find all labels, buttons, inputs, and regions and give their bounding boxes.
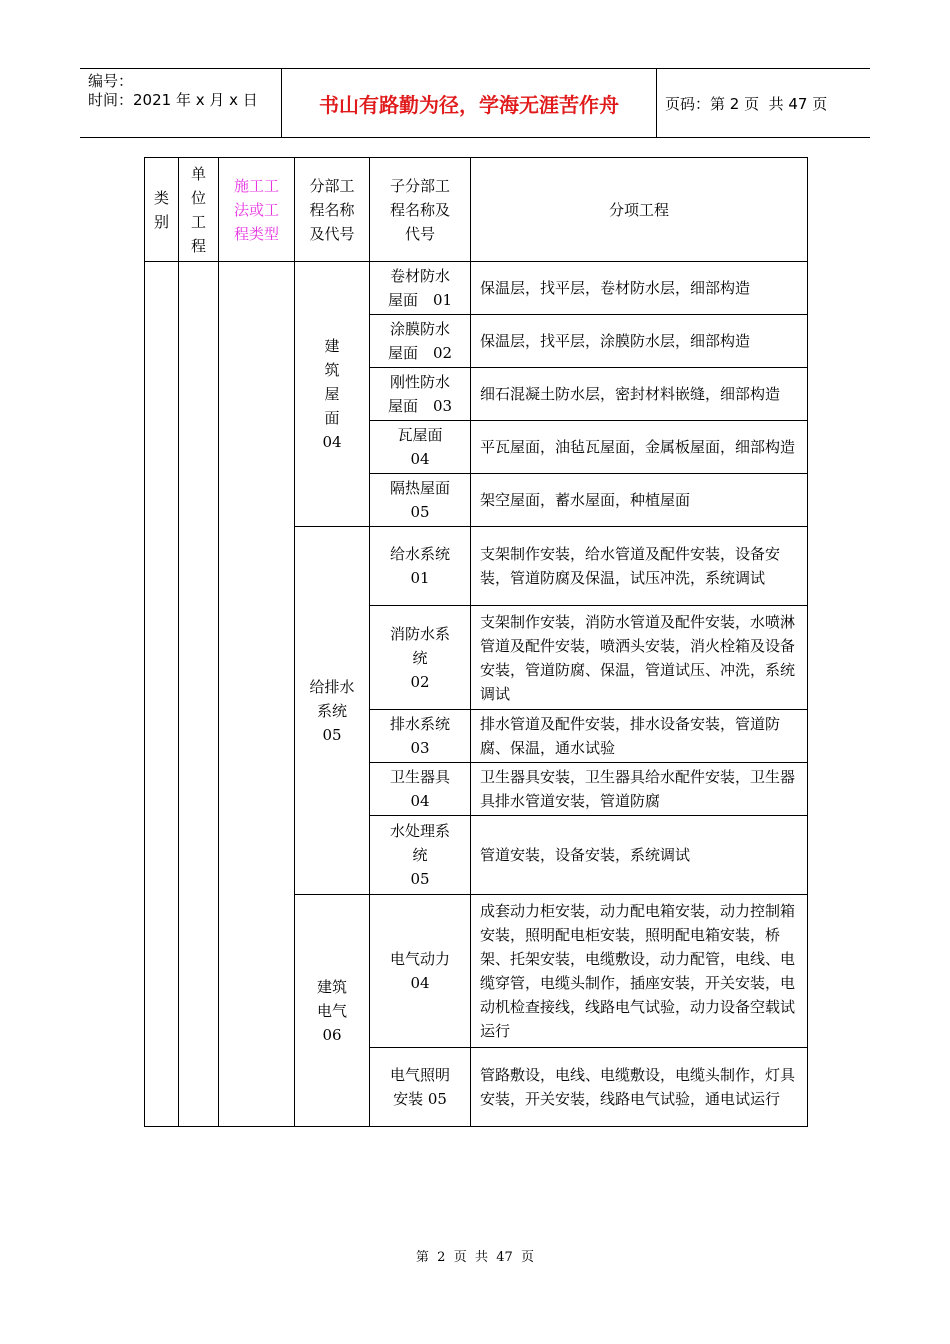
header-method-type: 施工工 法或工 程类型 xyxy=(219,158,295,262)
subdivision-cell: 排水系统 03 xyxy=(370,710,471,763)
division-cell: 建筑 电气 06 xyxy=(295,895,370,1127)
items-cell: 支架制作安装，消防水管道及配件安装，水喷淋管道及配件安装，喷洒头安装，消火栓箱及设备安装，管道防腐、保温，管道试压、冲洗，系统调试 xyxy=(471,606,808,710)
items-cell: 管道安装，设备安装，系统调试 xyxy=(471,816,808,895)
document-time-label: 时间：2021 年 x 月 x 日 xyxy=(88,91,258,109)
subdivision-cell: 卷材防水 屋面 01 xyxy=(370,262,471,315)
division-cell: 建 筑 屋 面 04 xyxy=(295,262,370,527)
items-cell: 细石混凝土防水层，密封材料嵌缝，细部构造 xyxy=(471,368,808,421)
items-cell: 架空屋面，蓄水屋面，种植屋面 xyxy=(471,474,808,527)
subdivision-cell: 瓦屋面 04 xyxy=(370,421,471,474)
subdivision-cell: 卫生器具 04 xyxy=(370,763,471,816)
document-number-label: 编号： xyxy=(88,72,134,90)
header-motto: 书山有路勤为径，学海无涯苦作舟 xyxy=(281,69,657,137)
items-cell: 管路敷设，电线、电缆敷设，电缆头制作，灯具安装，开关安装，线路电气试验，通电试运行 xyxy=(471,1048,808,1127)
table-row xyxy=(145,262,808,315)
page-footer xyxy=(0,1246,950,1265)
header-unit-project: 单 位 工 程 xyxy=(179,158,219,262)
items-cell: 卫生器具安装，卫生器具给水配件安装，卫生器具排水管道安装，管道防腐 xyxy=(471,763,808,816)
division-cell: 给排水 系统 05 xyxy=(295,527,370,895)
header-page-info xyxy=(665,69,827,137)
subdivision-cell: 给水系统 01 xyxy=(370,527,471,606)
items-cell: 保温层，找平层，涂膜防水层，细部构造 xyxy=(471,315,808,368)
items-cell: 支架制作安装，给水管道及配件安装，设备安装，管道防腐及保温，试压冲洗，系统调试 xyxy=(471,527,808,606)
subdivision-cell: 电气动力 04 xyxy=(370,895,471,1048)
items-cell: 排水管道及配件安装，排水设备安装，管道防腐、保温，通水试验 xyxy=(471,710,808,763)
header-items: 分项工程 xyxy=(471,158,808,262)
method-column-cell xyxy=(219,262,295,1127)
items-cell: 平瓦屋面，油毡瓦屋面，金属板屋面，细部构造 xyxy=(471,421,808,474)
page-info-text: 页码：第 2 页 共 47 页 xyxy=(665,94,828,113)
subdivision-cell: 水处理系 统 05 xyxy=(370,816,471,895)
page-header xyxy=(80,68,870,138)
items-cell: 保温层，找平层，卷材防水层，细部构造 xyxy=(471,262,808,315)
table-header-row xyxy=(145,158,808,262)
subdivision-cell: 消防水系 统 02 xyxy=(370,606,471,710)
header-division: 分部工 程名称 及代号 xyxy=(295,158,370,262)
items-cell: 成套动力柜安装，动力配电箱安装，动力控制箱安装，照明配电柜安装，照明配电箱安装，桥架、托架安装，电缆敷设，动力配管，电线、电缆穿管，电缆头制作，插座安装，开关安装，电动机检查接线，线路电气试验，动力设备空载试运行 xyxy=(471,895,808,1048)
unit-column-cell xyxy=(179,262,219,1127)
subdivision-cell: 刚性防水 屋面 03 xyxy=(370,368,471,421)
subdivision-cell: 涂膜防水 屋面 02 xyxy=(370,315,471,368)
subdivision-cell: 电气照明 安装 05 xyxy=(370,1048,471,1127)
header-meta xyxy=(80,69,280,137)
header-subdivision: 子分部工 程名称及 代号 xyxy=(370,158,471,262)
subdivision-cell: 隔热屋面 05 xyxy=(370,474,471,527)
header-category: 类 别 xyxy=(145,158,179,262)
project-division-table xyxy=(144,157,808,1127)
footer-page-number: 第 2 页 共 47 页 xyxy=(415,1250,535,1265)
category-column-cell xyxy=(145,262,179,1127)
